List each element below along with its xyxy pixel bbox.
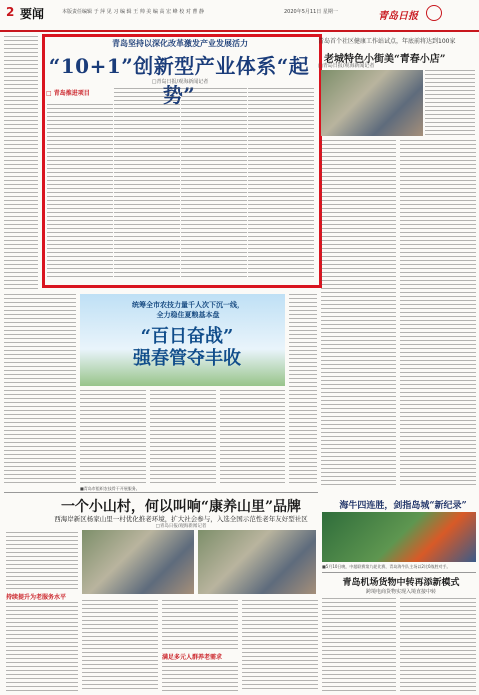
middle-story-headline[interactable]: 一个小山村，何以叫响“康养山里”品牌 [60, 499, 302, 515]
right-story-byline: □青岛日报/观海新闻记者 [318, 63, 375, 69]
lead-story-byline: □青岛日报/观海新闻记者 [151, 79, 209, 85]
banner-line-2: 全力稳住夏粮基本盘 [156, 311, 220, 319]
right-story-column-2 [400, 140, 476, 485]
middle-story-column-3a [162, 600, 238, 650]
banner-slogan-2: 强春管夺丰收 [133, 348, 241, 369]
page-section-name: 要闻 [20, 7, 45, 21]
middle-story-photo-1 [82, 530, 194, 594]
right-divider [322, 572, 476, 573]
middle-story-column-3b [162, 662, 238, 692]
sport-story-headline[interactable]: 海牛四连胜，剑指岛城“新纪录” [339, 501, 467, 511]
middle-story-photo-2 [198, 530, 316, 594]
middle-story-column-1b [6, 602, 78, 692]
lead-story-intro-label: □ 青岛推进项目 [46, 90, 90, 97]
mid-column-2 [80, 390, 146, 485]
lead-story-headline[interactable]: “10+1”创新型产业体系“起势” [48, 54, 310, 107]
logo-seal-icon [426, 5, 442, 21]
editors-credit: 本版责任编辑 于 萍 见 习 编 辑 王 帅 美 编 高 宏 峰 校 对 曹 静 [62, 9, 205, 15]
lead-story-column-1 [47, 104, 113, 280]
page-number: 2 [6, 5, 15, 19]
lead-story-column-3 [181, 88, 247, 280]
middle-story-column-4 [242, 600, 318, 692]
newspaper-logo: 青岛日报 [378, 11, 418, 22]
lead-story-kicker: 青岛坚持以深化改革激发产业发展活力 [112, 39, 248, 48]
banner-slogan-1: “百日奋战” [140, 326, 234, 347]
right-story-photo [321, 70, 423, 136]
mid-column-3 [150, 390, 216, 485]
middle-story-column-1a [6, 532, 78, 590]
airport-story-headline[interactable]: 青岛机场货物中转再添新模式 [342, 578, 460, 588]
middle-story-column-2 [82, 600, 158, 692]
right-story-headline[interactable]: 老城特色小街美“青春小店” [324, 54, 446, 65]
mid-column-5 [289, 294, 317, 484]
left-column-text [4, 36, 38, 291]
banner-caption: ■青岛市组织农技骨干开展服务。 [80, 486, 140, 491]
airport-story-column-2 [400, 598, 476, 692]
middle-story-section-2: 满足多元人群养老需求 [162, 654, 223, 661]
sport-story-caption: ■5月10日晚，中超联赛第九轮比赛，青岛海牛队主场以2比0战胜对手。 [322, 564, 451, 569]
banner-line-1: 统筹全市农技力量千人次下沉一线， [132, 301, 244, 309]
airport-story-column-1 [322, 598, 396, 692]
lead-story-column-2 [114, 88, 180, 280]
mid-left-column-1 [4, 294, 76, 484]
middle-story-section-1: 持续提升为老服务水平 [6, 594, 67, 601]
sport-story-photo [322, 512, 476, 562]
issue-date: 2020年5月11日 星期一 [284, 9, 338, 15]
right-story-column-1 [321, 140, 396, 485]
right-story-pretitle: 青岛首个社区健康工作站试点，年底前将达到100家 [318, 38, 456, 45]
mid-column-4 [220, 390, 285, 485]
airport-story-subhead: 跨境电商货物实现入境直接中转 [365, 589, 436, 595]
middle-story-byline: □青岛日报/观海新闻记者 [155, 524, 207, 529]
section-divider [4, 492, 318, 493]
right-story-photo-caption [425, 70, 475, 136]
middle-story-subhead: 西海岸新区杨家山里一村优化推老环境，扩大社会参与，入选全国示范性老年友好型社区 [54, 515, 308, 523]
lead-story-column-4 [248, 88, 314, 280]
